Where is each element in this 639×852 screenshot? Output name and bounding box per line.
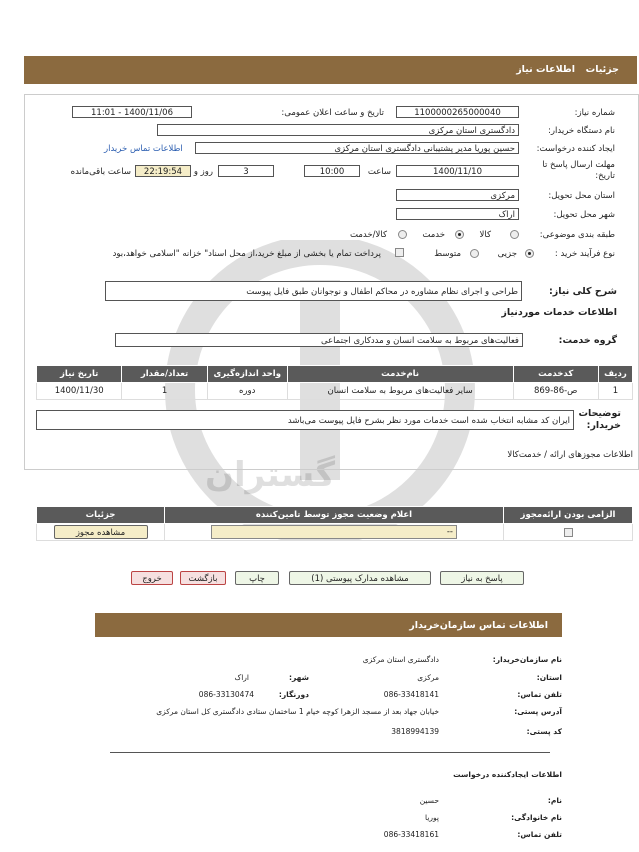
service-group-field: فعالیت‌های مربوط به سلامت انسان و مددکاری اجتماعی [115,333,523,347]
creator-info-title: اطلاعات ایجادکننده درخواست [453,770,562,779]
deadline-date-field: 1400/11/10 [396,165,519,177]
contact-fax-label: دورنگار: [278,690,309,699]
contact-header [95,613,562,637]
col-permit-status: اعلام وضعیت مجوز توسط تامین‌کننده [165,507,504,524]
cell-need-date: 1400/11/30 [37,383,122,400]
cell-quantity: 1 [122,383,207,400]
reply-button[interactable]: پاسخ به نیاز [440,571,524,585]
contact-phone-label: تلفن تماس: [517,690,562,699]
cell-service-name: سایر فعالیت‌های مربوط به سلامت انسان [287,383,513,400]
tab-details[interactable]: جزئیات [585,64,619,75]
table-row [37,524,633,541]
view-docs-button[interactable]: مشاهده مدارک پیوستی (1) [289,571,431,585]
city-field: اراک [396,208,519,220]
contact-postal-label: کد پستی: [526,727,562,736]
deadline-time-field: 10:00 [304,165,360,177]
deadline-hour-label: ساعت [367,167,391,177]
creator-label: ایجاد کننده درخواست: [536,144,615,154]
view-permit-button[interactable]: مشاهده مجوز [54,525,148,539]
city-label: شهر محل تحویل: [553,210,615,220]
permit-status-field: -- [211,525,457,539]
process-medium-radio[interactable] [470,249,479,258]
permits-table [36,506,633,541]
contact-province-label: استان: [536,673,562,682]
process-partial-radio[interactable] [525,249,534,258]
summary-label: شرح کلی نیاز: [548,286,617,297]
need-number-field: 1100000265000040 [396,106,519,118]
category-service-radio[interactable] [455,230,464,239]
category-service-label: خدمت [422,230,445,240]
buyer-org-field: دادگستری استان مرکزی [157,124,519,136]
announce-field: 1400/11/06 - 11:01 [72,106,192,118]
contact-address-label: آدرس پستی: [514,707,562,716]
cell-row: 1 [598,383,632,400]
services-table [36,365,633,400]
announce-label: تاریخ و ساعت اعلان عمومی: [281,108,384,118]
tab-need-info[interactable]: اطلاعات نیاز [516,64,575,75]
summary-field: طراحی و اجرای نظام مشاوره در محاکم اطفال و نوجوانان طبق فایل پیوست [105,281,522,301]
process-medium-label: متوسط [434,249,461,259]
creator-phone-label: تلفن تماس: [517,830,562,839]
col-unit: واحد اندازه‌گیری [207,366,287,383]
permits-title: اطلاعات مجوزهای ارائه / خدمت‌کالا [507,450,633,460]
col-quantity: تعداد/مقدار [122,366,207,383]
watermark-text: گستران [205,455,336,495]
contact-fax: 086-33130474 [198,690,254,699]
contact-address: خیابان جهاد بعد از مسجد الزهرا کوچه خیام 1 ساختمان ستادی دادگستری کل استان مرکزی [156,707,439,716]
category-goods-label: کالا [479,230,491,240]
creator-family: پوریا [425,813,439,822]
province-field: مرکزی [396,189,519,201]
col-permit-details: جزئیات [37,507,165,524]
contact-org: دادگستری استان مرکزی [362,655,439,664]
days-count-field: 3 [218,165,274,177]
province-label: استان محل تحویل: [548,191,615,201]
creator-phone: 086-33418161 [383,830,439,839]
creator-field: حسین پوریا مدیر پشتیبانی دادگستری استان مرکزی [195,142,519,154]
remaining-time-field: 22:19:54 [135,165,191,177]
category-goods-service-label: کالا/خدمت [350,230,387,240]
process-label: نوع فرآیند خرید : [554,249,615,259]
creator-name-label: نام: [547,796,562,805]
need-number-label: شماره نیاز: [574,108,615,118]
creator-name: حسین [419,796,439,805]
category-label: طبقه بندی موضوعی: [539,230,615,240]
cell-unit: دوره [207,383,287,400]
col-service-name: نام‌خدمت [287,366,513,383]
category-goods-service-radio[interactable] [398,230,407,239]
payment-checkbox[interactable] [395,248,404,257]
contact-province: مرکزی [417,673,439,682]
remaining-label: ساعت باقی‌مانده [70,167,131,177]
back-button[interactable]: بازگشت [180,571,226,585]
page-header [24,56,637,84]
buyer-org-label: نام دستگاه خریدار: [548,126,615,136]
buyer-contact-link[interactable]: اطلاعات تماس خریدار [104,144,183,154]
exit-button[interactable]: خروج [131,571,173,585]
deadline-label: مهلت ارسال پاسخ تا تاریخ: [542,160,615,181]
col-row: ردیف [598,366,632,383]
payment-note: پرداخت تمام یا بخشی از مبلغ خرید،از محل اسناد" خزانه "اسلامی خواهد،بود [112,249,381,259]
print-button[interactable]: چاپ [235,571,279,585]
category-goods-radio[interactable] [510,230,519,239]
process-partial-label: جزیی [497,249,517,259]
col-service-code: کدخدمت [513,366,598,383]
cell-service-code: ص-86-869 [513,383,598,400]
contact-title: اطلاعات تماس سازمان‌خریدار [409,620,548,631]
contact-city-label: شهر: [289,673,309,682]
service-group-label: گروه خدمت: [558,335,617,346]
col-need-date: تاریخ نیاز [37,366,122,383]
creator-family-label: نام خانوادگی: [511,813,562,822]
buyer-desc-field: ایران کد مشابه انتخاب شده است خدمات مورد نظر بشرح فایل پیوست می‌باشد [36,410,574,430]
services-table-header [37,366,633,383]
day-label: روز و [193,167,213,177]
contact-postal: 3818994139 [391,727,439,736]
services-title: اطلاعات خدمات موردنیاز [501,307,617,318]
contact-phone: 086-33418141 [383,690,439,699]
contact-city: اراک [234,673,249,682]
table-row [37,383,633,400]
permits-table-header [37,507,633,524]
contact-org-label: نام سازمان‌خریدار: [492,655,562,664]
permit-required-checkbox[interactable] [564,528,573,537]
col-permit-required: الزامی بودن ارائه‌مجوز [504,507,633,524]
buyer-desc-label: توضیحات خریدار: [578,408,621,431]
contact-divider [110,752,550,753]
